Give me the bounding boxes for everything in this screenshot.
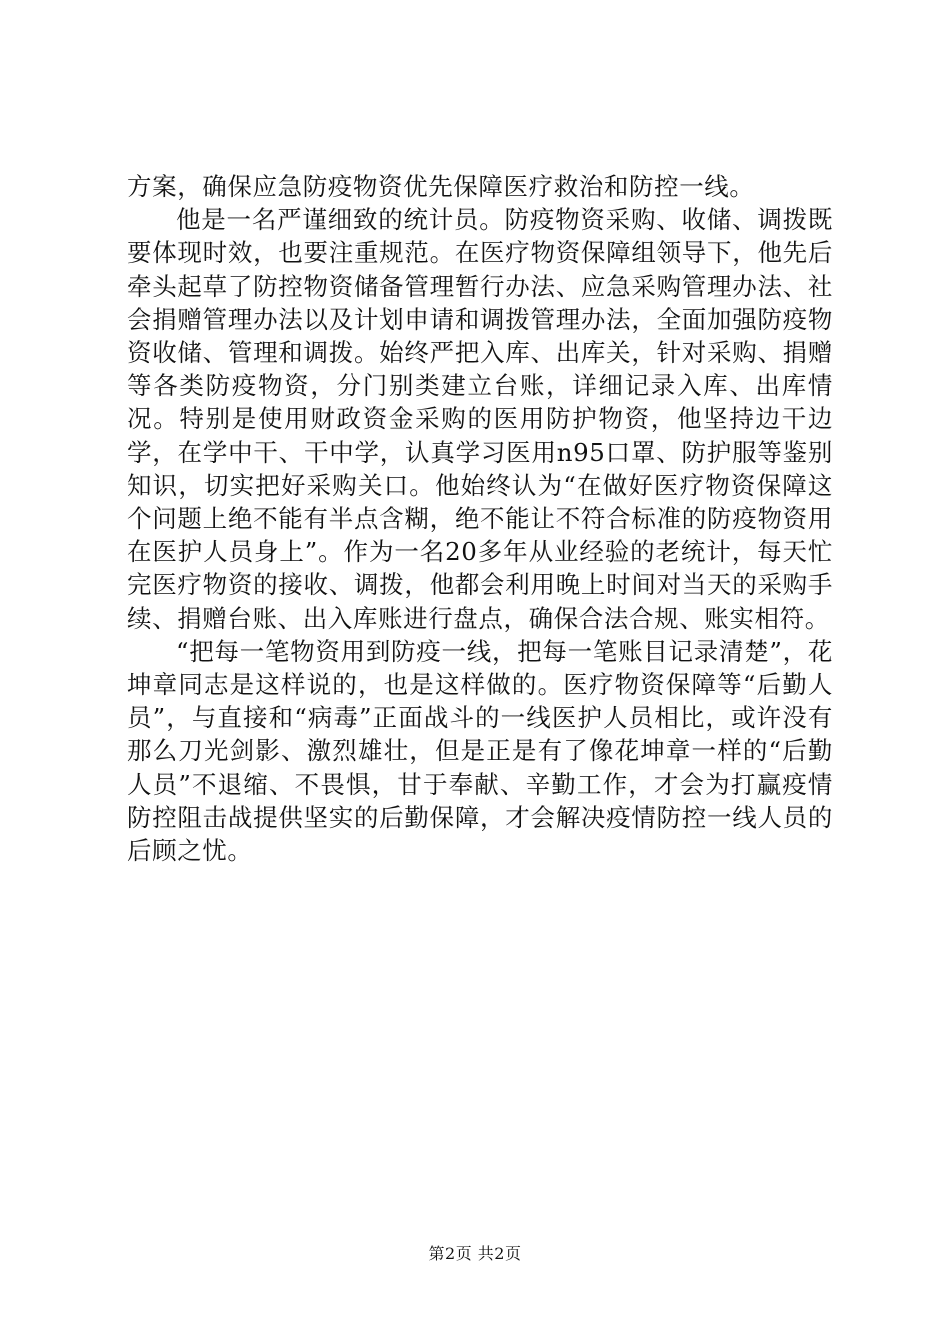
- paragraph-conclusion: “把每一笔物资用到防疫一线，把每一笔账目记录清楚”，花坤章同志是这样说的，也是这样做的。医疗物资保障等“后勤人员”，与直接和“病毒”正面战斗的一线医护人员相比，或许没有那么刀光剑影、激烈雄壮，但是正是有了像花坤章一样的“后勤人员”不退缩、不畏惧，甘于奉献、辛勤工作，才会为打赢疫情防控阻击战提供坚实的后勤保障，才会解决疫情防控一线人员的后顾之忧。: [127, 636, 833, 866]
- paragraph-statistician: 他是一名严谨细致的统计员。防疫物资采购、收储、调拨既要体现时效，也要注重规范。在医疗物资保障组领导下，他先后牵头起草了防控物资储备管理暂行办法、应急采购管理办法、社会捐赠管理办法以及计划申请和调拨管理办法，全面加强防疫物资收储、管理和调拨。始终严把入库、出库关，针对采购、捐赠等各类防疫物资，分门别类建立台账，详细记录入库、出库情况。特别是使用财政资金采购的医用防护物资，他坚持边干边学，在学中干、干中学，认真学习医用n95口罩、防护服等鉴别知识，切实把好采购关口。他始终认为“在做好医疗物资保障这个问题上绝不能有半点含糊，绝不能让不符合标准的防疫物资用在医护人员身上”。作为一名20多年从业经验的老统计，每天忙完医疗物资的接收、调拨，他都会利用晚上时间对当天的采购手续、捐赠台账、出入库账进行盘点，确保合法合规、账实相符。: [127, 205, 833, 633]
- page-number: 第2页 共2页: [428, 1244, 522, 1263]
- page-footer: [0, 1244, 950, 1264]
- document-body: [127, 170, 833, 867]
- paragraph-continuation: 方案，确保应急防疫物资优先保障医疗救治和防控一线。: [127, 172, 755, 201]
